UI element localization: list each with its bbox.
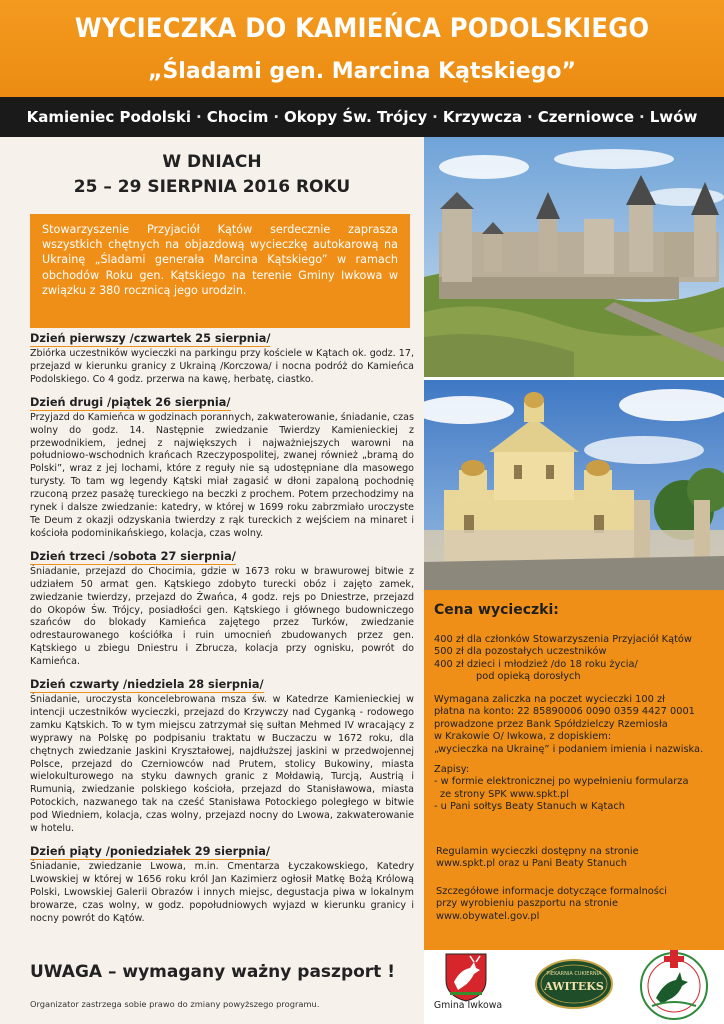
day-text: Śniadanie, uroczysta koncelebrowana msza św. w Katedrze Kamienieckiej w intencji uczestników wycieczki, przejazd do Krzywczy nad Cyganką - rodowego zamku Kątskich. To w tym miejscu zatrzymał się sułtan Mehmed IV wracający z wyprawy na Polskę po podpisaniu traktatu w Buczaczu w 1672 roku, dla chętnych zwiedzanie Jaskini Kryształowej, najdłuższej jaskini w przedwojennej Polsce, przejazd do Czerniowców nad Prutem, stolicy Bukowiny, miasta wielokulturowego na styku dawnych granic z Mołdawią, Turcją, Austrią i Rumunią, zwiedzanie polskiego kościoła, przejazd do Stanisławowa, miasta Potockich, nazwanego tak na cześć Stanisława Potockiego poległego w bitwie pod Wiedniem, kolacja, czas wolny, przejazd nocny do Lwowa, zakwaterowanie w hotelu.: [30, 694, 414, 835]
castle-photo: [424, 137, 724, 377]
route-separator: ·: [273, 108, 280, 126]
signup-line: - u Pani sołtys Beaty Stanuch w Kątach: [434, 801, 625, 813]
route-stop: Krzywcza: [442, 108, 522, 126]
spkt-association-logo-icon: [638, 948, 710, 1022]
day-text: Śniadanie, zwiedzanie Lwowa, m.in. Cmentarza Łyczakowskiego, Katedry Lwowskiej w której w 1656 roku król Jan Kazimierz ogłosił Matkę Bożą Królową Polski, Lwowskiej Galerii Obrazów i innych miejsc, degustacja piwa w lokalnym browarze, czas wolny, w godz. popołudniowych wyjazd w kierunku granicy i nocny powrót do Kątów.: [30, 861, 414, 924]
rules-line: Regulamin wycieczki dostępny na stronie: [436, 846, 639, 857]
route-stop: Czerniowce: [537, 108, 635, 126]
awiteks-small-text: PIEKARNIA CUKIERNIA: [546, 971, 602, 977]
price-line: pod opieką dorosłych: [476, 671, 581, 683]
route-separator: ·: [432, 108, 438, 126]
day-text: Przyjazd do Kamieńca w godzinach porannych, zakwaterowanie, śniadanie, czas wolny do godz. 14. Następnie zwiedzanie Twierdzy Kamienieckiej z przewodnikiem, jednej z największych i najważniejszych warowni na południowo-wschodnich krańcach Rzeczypospolitej, zwanej również „bramą do Polski”, wraz z jej lochami, które z reguły nie są udostępniane dla masowego turysty. To tam wg legendy Kątski miał zagasić w dłoni zapaloną pochodnię rzuconą przez pasażę tureckiego na beczki z prochem. Potem przechodzimy na rynek i dalsze zwiedzanie: katedry, w której w 1699 roku zabrzmiało uroczyste Te Deum z okazji odzyskania twierdzy z rąk tureckich z wejściem na minaret i kościoła podominikańskiego, kolacja, czas wolny.: [30, 411, 414, 539]
dates-label: W DNIACH: [162, 152, 262, 172]
passport-line: www.obywatel.gov.pl: [436, 910, 540, 922]
passport-warning: UWAGA – wymagany ważny paszport !: [30, 962, 395, 982]
poster-title: WYCIECZKA DO KAMIEŃCA PODOLSKIEGO: [74, 13, 650, 44]
signup-line: Zapisy:: [434, 764, 470, 775]
signup-line: - w formie elektronicznej po wypełnieniu formularza: [434, 776, 689, 788]
route-separator: ·: [526, 108, 533, 126]
price-heading: Cena wycieczki:: [434, 602, 559, 618]
awiteks-logo-icon: [534, 958, 614, 1010]
route-stop: Okopy Św. Trójcy: [284, 108, 428, 126]
day-heading: Dzień piąty /poniedziałek 29 sierpnia/: [30, 845, 270, 858]
price-list: [434, 634, 719, 684]
day-item: [30, 677, 414, 836]
day-heading: Dzień czwarty /niedziela 28 sierpnia/: [30, 678, 264, 692]
deposit-line: płatna na konto: 22 85890006 0090 0359 4427 0001: [434, 706, 695, 718]
dates-range: 25 – 29 SIERPNIA 2016 ROKU: [73, 177, 351, 197]
price-box: [424, 590, 724, 950]
deposit-info: [434, 694, 719, 756]
route-stop: Chocim: [206, 108, 269, 126]
poster-subtitle: „Śladami gen. Marcina Kątskiego”: [147, 59, 576, 84]
organizer-footnote: Organizator zastrzega sobie prawo do zmiany powyższego programu.: [30, 999, 320, 1009]
gmina-label: Gmina Iwkowa: [433, 1000, 503, 1011]
passport-info: [436, 886, 721, 923]
gmina-iwkowa-crest-icon: [444, 952, 488, 1002]
deposit-line: Wymagana zaliczka na poczet wycieczki 100 zł: [434, 694, 665, 705]
day-heading: Dzień drugi /piątek 26 sierpnia/: [30, 395, 231, 409]
header: [0, 0, 724, 97]
intro-box: Stowarzyszenie Przyjaciół Kątów serdecznie zaprasza wszystkich chętnych na objazdową wycieczkę autokarową na Ukrainę „Śladami generała Marcina Kątskiego” w ramach obchodów Roku gen. Kątskiego na terenie Gminy Iwkowa w związku z 380 rocznicą jego urodzin.: [30, 214, 410, 328]
signup-line: ze strony SPK www.spkt.pl: [440, 788, 569, 800]
passport-line: Szczegółowe informacje dotyczące formalności: [436, 886, 667, 897]
rules-line: www.spkt.pl oraz u Pani Beaty Stanuch: [436, 858, 627, 870]
day-item: [30, 549, 414, 669]
day-item: [30, 395, 414, 541]
day-text: Śniadanie, przejazd do Chocimia, gdzie w 1673 roku w brawurowej bitwie z udziałem 50 armat gen. Kątskiego zdobyto turecki obóz i zajęto zamek, zwiedzanie twierdzy, przejazd do Żwańca, 4 godz. rejs po Dniestrze, przejazd do Okopów Św. Trójcy, posiadłości gen. Kątskiego i głównego budowniczego szańców do blokady Kamieńca zajętego przez Turków, zwiedzanie odrestaurowanego kościółka i ruin umocnień zbudowanych przez gen. Kątskiego u zbiegu Dniestru i Zbrucza, kolacja przy ognisku, powrót do Kamieńca.: [30, 565, 414, 668]
price-line: 400 zł dla członków Stowarzyszenia Przyjaciół Kątów: [434, 634, 692, 645]
route-separator: ·: [195, 108, 202, 126]
day-heading: Dzień trzeci /sobota 27 sierpnia/: [30, 549, 236, 563]
route-stop: Lwów: [649, 108, 698, 126]
route-separator: ·: [639, 108, 645, 126]
price-line: 500 zł dla pozostałych uczestników: [434, 646, 607, 658]
rules-info: [436, 846, 721, 871]
passport-line: przy wyrobieniu paszportu na stronie: [436, 898, 619, 910]
day-item: [30, 331, 414, 387]
awiteks-name: AWITEKS: [544, 980, 604, 993]
price-line: 400 zł dzieci i młodzież /do 18 roku życia/: [434, 658, 638, 670]
day-text: Zbiórka uczestników wycieczki na parkingu przy kościele w Kątach ok. godz. 17, przejazd w kierunku granicy z Ukrainą /Korczowa/ i nocna podróż do Kamieńca Podolskiego. Co 4 godz. przerwa na kawę, herbatę, ciastko.: [30, 348, 414, 385]
trip-dates: [0, 150, 424, 200]
signup-info: [434, 764, 719, 814]
cathedral-photo: [424, 380, 724, 590]
deposit-line: w Krakowie O/ Iwkowa, z dopiskiem:: [434, 731, 612, 743]
route-bar: [0, 97, 724, 137]
route-stop: Kamieniec Podolski: [26, 108, 191, 126]
day-heading: Dzień pierwszy /czwartek 25 sierpnia/: [30, 332, 271, 345]
deposit-line: „wycieczka na Ukrainę” i podaniem imienia i nazwiska.: [434, 743, 704, 755]
deposit-line: prowadzone przez Bank Spółdzielczy Rzemiosła: [434, 718, 668, 730]
day-program: [30, 331, 414, 934]
day-item: [30, 844, 414, 926]
